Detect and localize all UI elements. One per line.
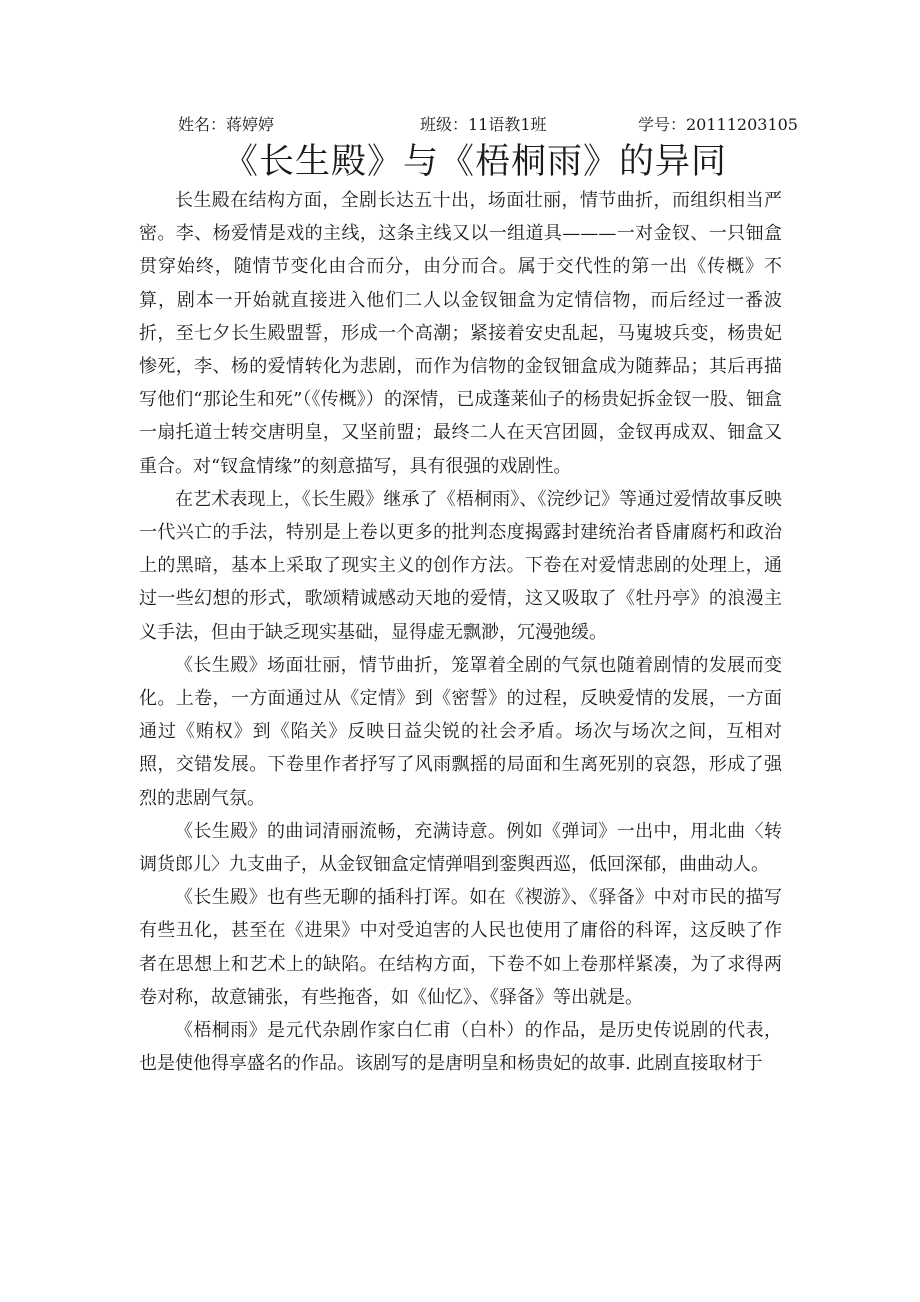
paragraph-wutongyu: 《梧桐雨》是元代杂剧作家白仁甫（白朴）的作品，是历史传说剧的代表，也是使他得享盛名的作品。该剧写的是唐明皇和杨贵妃的故事. 此剧直接取材于 <box>139 1020 782 1075</box>
student-name: 姓名：蒋婷婷 <box>178 115 275 134</box>
document-body <box>139 184 782 1080</box>
student-id: 学号：20111203105 <box>638 115 798 134</box>
paragraph-scenes: 《长生殿》场面壮丽，情节曲折，笼罩着全剧的气氛也随着剧情的发展而变化。上卷，一方面通过从《定情》到《密誓》的过程，反映爱情的发展，一方面通过《贿权》到《陷关》反映日益尖锐的社会矛盾。场次与场次之间，互相对照，交错发展。下卷里作者抒写了风雨飘摇的局面和生离死别的哀怨，形成了强烈的悲剧气氛。 <box>139 654 782 809</box>
paragraph-structure: 长生殿在结构方面，全剧长达五十出，场面壮丽，情节曲折，而组织相当严密。李、杨爱情是戏的主线，这条主线又以一组道具———一对金钗、一只钿盒贯穿始终，随情节变化由合而分，由分而合。属于交代性的第一出《传概》不算，剧本一开始就直接进入他们二人以金钗钿盒为定情信物，而后经过一番波折，至七夕长生殿盟誓，形成一个高潮；紧接着安史乱起，马嵬坡兵变，杨贵妃惨死，李、杨的爱情转化为悲剧，而作为信物的金钗钿盒成为随葬品；其后再描写他们“那论生和死”（《传概》）的深情，已成蓬莱仙子的杨贵妃拆金钗一股、钿盒一扇托道士转交唐明皇，又坚前盟；最终二人在天宫团圆，金钗再成双、钿盒又重合。对“钗盒情缘”的刻意描写，具有很强的戏剧性。 <box>139 190 782 477</box>
student-info-header <box>0 112 920 138</box>
paragraph-flaws: 《长生殿》也有些无聊的插科打诨。如在《禊游》、《驿备》中对市民的描写有些丑化，甚至在《进果》中对受迫害的人民也使用了庸俗的科诨，这反映了作者在思想上和艺术上的缺陷。在结构方面，下卷不如上卷那样紧凑，为了求得两卷对称，故意铺张，有些拖沓，如《仙忆》、《驿备》等出就是。 <box>139 887 782 1008</box>
paragraph-lyrics: 《长生殿》的曲词清丽流畅，充满诗意。例如《弹词》一出中，用北曲〈转调货郎儿〉九支曲子，从金钗钿盒定情弹唱到銮舆西巡，低回深郁，曲曲动人。 <box>139 820 782 876</box>
document-title: 《长生殿》与《梧桐雨》的异同 <box>222 142 727 182</box>
paragraph-artistic-expression: 在艺术表现上，《长生殿》继承了《梧桐雨》、《浣纱记》等通过爱情故事反映一代兴亡的手法，特别是上卷以更多的批判态度揭露封建统治者昏庸腐朽和政治上的黑暗，基本上采取了现实主义的创作方法。下卷在对爱情悲剧的处理上，通过一些幻想的形式，歌颂精诚感动天地的爱情，这又吸取了《牡丹亭》的浪漫主义手法，但由于缺乏现实基础，显得虚无飘渺，冗漫弛缓。 <box>139 488 782 643</box>
student-class: 班级：11语教1班 <box>420 115 547 134</box>
